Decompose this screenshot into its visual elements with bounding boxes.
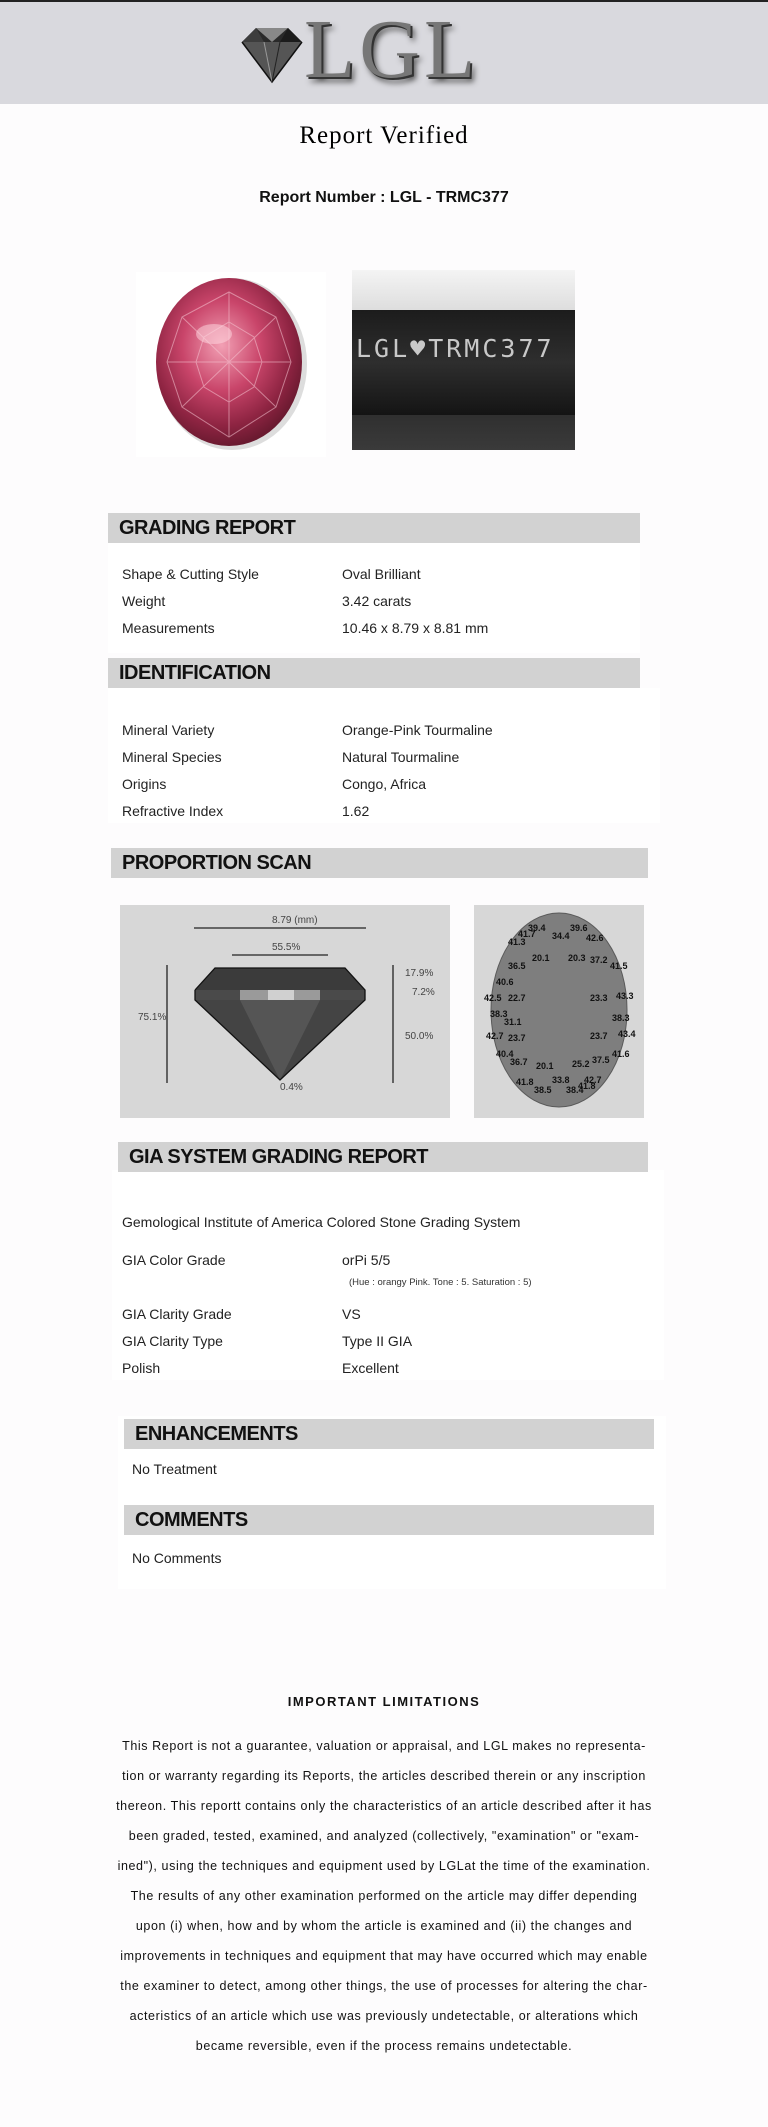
mineral-species-label: Mineral Species (122, 749, 222, 765)
facet-angle-label: 42.7 (486, 1031, 504, 1041)
girdle-percent: 7.2% (412, 987, 435, 998)
limitations-line: became reversible, even if the process remains undetectable. (195, 2039, 573, 2053)
facet-angle-label: 36.5 (508, 961, 526, 971)
comments-heading: COMMENTS (124, 1505, 654, 1535)
limitations-line: upon (i) when, how and by whom the article is examined and (ii) the changes and (135, 1919, 633, 1933)
facet-angle-label: 38.3 (490, 1009, 508, 1019)
pavilion-percent: 50.0% (405, 1031, 434, 1042)
report-number: Report Number : LGL - TRMC377 (259, 189, 509, 206)
gia-clarity-value: VS (342, 1306, 361, 1322)
facet-angle-label: 42.6 (586, 933, 604, 943)
limitations-line: thereon. This reportt contains only the characteristics of an article described after it has (116, 1799, 652, 1813)
gia-color-label: GIA Color Grade (122, 1252, 226, 1268)
facet-angle-label: 39.4 (528, 923, 546, 933)
facet-angle-label: 23.7 (590, 1031, 608, 1041)
gia-clarity-type-label: GIA Clarity Type (122, 1333, 223, 1349)
facet-angle-label: 37.5 (592, 1055, 610, 1065)
facet-angle-label: 41.7 (518, 929, 536, 939)
limitations-line: tion or warranty regarding its Reports, the articles described therein or any inscription (122, 1769, 646, 1783)
enhancements-heading: ENHANCEMENTS (124, 1419, 654, 1449)
weight-value: 3.42 carats (342, 593, 412, 609)
facet-angle-label: 20.3 (568, 953, 586, 963)
facet-angle-label: 38.3 (612, 1013, 630, 1023)
girdle-inscription: LGL♥TRMC377 (356, 334, 555, 363)
measurements-label: Measurements (122, 620, 215, 636)
limitations-line: the examiner to detect, among other things, the use of processes for altering the char- (120, 1979, 648, 1993)
facet-angle-label: 41.6 (612, 1049, 630, 1059)
facet-angle-label: 36.7 (510, 1057, 528, 1067)
facet-angle-label: 31.1 (504, 1017, 522, 1027)
facet-angle-label: 20.1 (532, 953, 550, 963)
polish-value: Excellent (342, 1360, 399, 1376)
origins-label: Origins (122, 776, 167, 792)
gia-color-note: (Hue : orangy Pink. Tone : 5. Saturation : 5) (349, 1277, 532, 1288)
logo-text: LGL (304, 3, 480, 96)
facet-angle-label: 20.1 (536, 1061, 554, 1071)
limitations-line: been graded, tested, examined, and analyzed (collectively, "examination" or "exam- (128, 1829, 640, 1843)
limitations-line: The results of any other examination performed on the article may differ depending (130, 1889, 638, 1903)
shape-label: Shape & Cutting Style (122, 566, 259, 582)
facet-angle-label: 37.2 (590, 955, 608, 965)
facet-angle-label: 33.8 (552, 1075, 570, 1085)
facet-angle-label: 40.4 (496, 1049, 514, 1059)
refractive-index-label: Refractive Index (122, 803, 224, 819)
facet-angle-label: 22.7 (508, 993, 526, 1003)
limitations-heading: IMPORTANT LIMITATIONS (287, 1694, 481, 1709)
limitations-line: acteristics of an article which use was previously undetectable, or alterations which (129, 2009, 639, 2023)
facet-angle-label: 25.2 (572, 1059, 590, 1069)
shape-value: Oval Brilliant (342, 566, 421, 582)
weight-label: Weight (122, 593, 166, 609)
limitations-line: ined"), using the techniques and equipment used by LGLat the time of the examination. (117, 1859, 651, 1873)
side-profile-scan (120, 905, 450, 1118)
facet-angle-label: 43.3 (616, 991, 634, 1001)
facet-angle-label: 43.4 (618, 1029, 636, 1039)
mineral-variety-label: Mineral Variety (122, 722, 215, 738)
lgl-logo[interactable] (232, 3, 492, 96)
culet-percent: 0.4% (280, 1082, 303, 1093)
identification-heading: IDENTIFICATION (108, 658, 640, 688)
facet-angle-label: 38.5 (534, 1085, 552, 1095)
facet-angle-label: 23.3 (590, 993, 608, 1003)
facet-angle-label: 39.6 (570, 923, 588, 933)
width-label: 8.79 (mm) (272, 915, 318, 926)
mineral-species-value: Natural Tourmaline (342, 749, 460, 765)
gia-clarity-type-value: Type II GIA (342, 1333, 413, 1349)
limitations-line: This Report is not a guarantee, valuation or appraisal, and LGL makes no representa- (122, 1739, 646, 1753)
gemstone-photo (136, 272, 326, 457)
header-banner (0, 2, 768, 104)
facet-angle-label: 34.4 (552, 931, 570, 941)
gia-heading: GIA SYSTEM GRADING REPORT (118, 1142, 648, 1172)
mineral-variety-value: Orange-Pink Tourmaline (342, 722, 493, 738)
page-title: Report Verified (299, 122, 469, 149)
origins-value: Congo, Africa (342, 776, 427, 792)
gia-color-value: orPi 5/5 (342, 1252, 391, 1268)
depth-percent: 75.1% (138, 1012, 167, 1023)
refractive-index-value: 1.62 (342, 803, 370, 819)
inscription-photo (352, 270, 575, 450)
comments-value: No Comments (132, 1550, 222, 1566)
facet-angle-label: 38.4 (566, 1085, 584, 1095)
table-percent: 55.5% (272, 942, 301, 953)
proportion-scan-heading: PROPORTION SCAN (111, 848, 648, 878)
top-view-scan (474, 905, 644, 1118)
diamond-icon (232, 20, 312, 90)
facet-angle-label: 41.5 (610, 961, 628, 971)
enhancements-value: No Treatment (132, 1461, 217, 1477)
facet-angle-label: 42.7 (584, 1075, 602, 1085)
limitations-line: improvements in techniques and equipment that may have occurred which may enable (120, 1949, 648, 1963)
facet-angle-label: 42.5 (484, 993, 502, 1003)
facet-angle-label: 41.8 (516, 1077, 534, 1087)
polish-label: Polish (122, 1360, 161, 1376)
gia-system-name: Gemological Institute of America Colored Stone Grading System (122, 1214, 521, 1230)
facet-angle-label: 41.3 (508, 937, 526, 947)
grading-report-heading: GRADING REPORT (108, 513, 640, 543)
gia-clarity-label: GIA Clarity Grade (122, 1306, 232, 1322)
crown-percent: 17.9% (405, 968, 434, 979)
measurements-value: 10.46 x 8.79 x 8.81 mm (342, 620, 489, 636)
facet-angle-label: 23.7 (508, 1033, 526, 1043)
facet-angle-label: 41.8 (578, 1081, 596, 1091)
facet-angle-label: 40.6 (496, 977, 514, 987)
